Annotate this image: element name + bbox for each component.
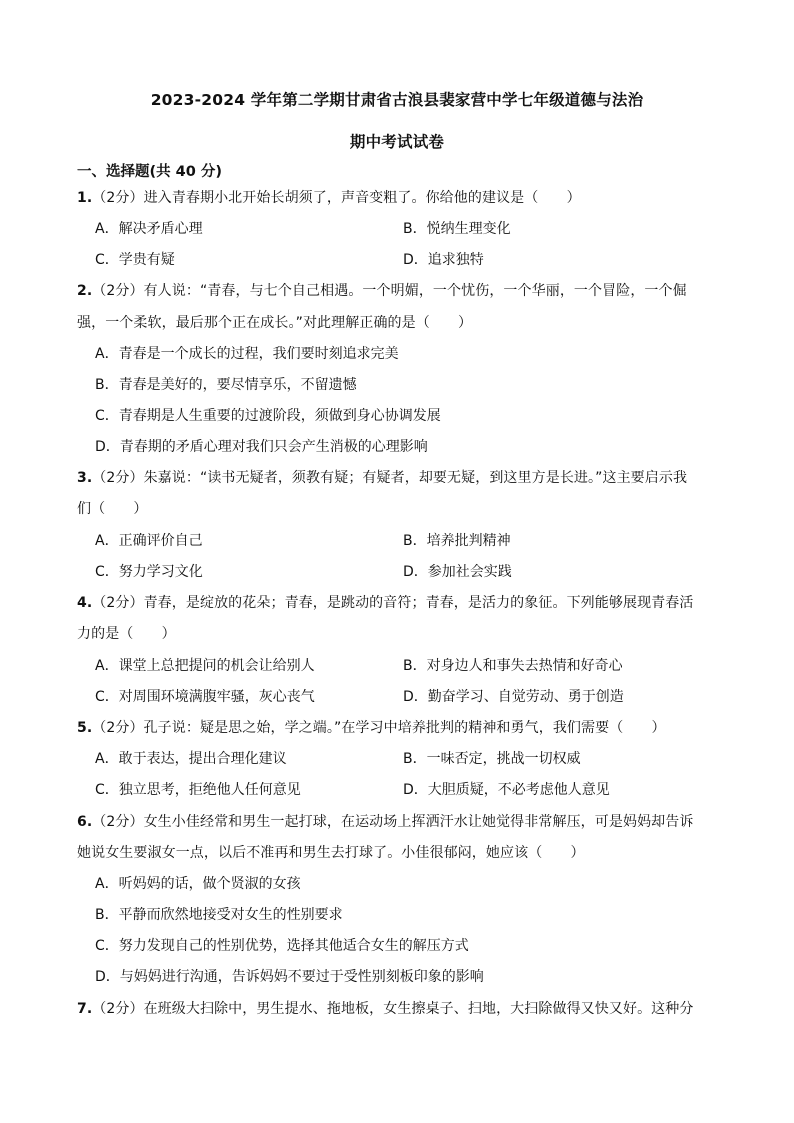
exam-title-line2: 期中考试试卷 — [349, 133, 445, 151]
question-number: 3. — [77, 470, 93, 486]
option-b: B．培养批判精神 — [403, 533, 511, 549]
question-number: 7. — [77, 1001, 93, 1017]
question-text: 有人说：“青春，与七个自己相遇。一个明媚，一个忧伤，一个华丽，一个冒险，一个倔 — [143, 283, 687, 299]
option-d: D．大胆质疑，不必考虑他人意见 — [403, 782, 610, 798]
question-text: 进入青春期小北开始长胡须了，声音变粗了。你给他的建议是（ ） — [143, 190, 581, 206]
question-score: （2分） — [92, 814, 144, 830]
question-score: （2分） — [92, 1001, 144, 1017]
option-c: C．努力发现自己的性别优势，选择其他适合女生的解压方式 — [95, 938, 469, 954]
option-d: D．勤奋学习、自觉劳动、勇于创造 — [403, 689, 624, 705]
question-4-cont: 力的是（ ） — [77, 626, 176, 642]
option-a: A．正确评价自己 — [95, 533, 203, 549]
question-number: 2. — [77, 283, 93, 299]
question-text: 朱嘉说：“读书无疑者，须教有疑；有疑者，却要无疑，到这里方是长进。”这主要启示我 — [143, 470, 688, 486]
option-b: B．悦纳生理变化 — [403, 221, 511, 237]
option-a: A．课堂上总把提问的机会让给别人 — [95, 658, 315, 674]
question-text: 女生小佳经常和男生一起打球，在运动场上挥洒汗水让她觉得非常解压，可是妈妈却告诉 — [143, 814, 694, 830]
option-d: D．青春期的矛盾心理对我们只会产生消极的心理影响 — [95, 439, 428, 455]
option-d: D．与妈妈进行沟通，告诉妈妈不要过于受性别刻板印象的影响 — [95, 969, 484, 985]
question-number: 5. — [77, 720, 93, 736]
question-number: 4. — [77, 595, 93, 611]
question-3 — [77, 467, 717, 487]
question-score: （2分） — [92, 470, 144, 486]
option-b: B．青春是美好的，要尽情享乐，不留遗憾 — [95, 377, 357, 393]
option-c: C．青春期是人生重要的过渡阶段，须做到身心协调发展 — [95, 408, 441, 424]
question-text: 孔子说：疑是思之始，学之端。”在学习中培养批判的精神和勇气，我们需要（ ） — [143, 720, 666, 736]
question-score: （2分） — [92, 595, 144, 611]
question-6 — [77, 811, 717, 831]
question-3-cont: 们（ ） — [77, 501, 148, 517]
question-5 — [77, 717, 717, 737]
question-number: 6. — [77, 814, 93, 830]
option-d: D．追求独特 — [403, 252, 484, 268]
option-d: D．参加社会实践 — [403, 564, 512, 580]
option-a: A．听妈妈的话，做个贤淑的女孩 — [95, 876, 301, 892]
option-b: B．平静而欣然地接受对女生的性别要求 — [95, 907, 343, 923]
question-6-cont: 她说女生要淑女一点，以后不准再和男生去打球了。小佳很郁闷，她应该（ ） — [77, 845, 585, 861]
question-score: （2分） — [92, 190, 144, 206]
question-score: （2分） — [92, 283, 144, 299]
question-2-cont: 强，一个柔软，最后那个正在成长。”对此理解正确的是（ ） — [77, 315, 473, 331]
option-a: A．敢于表达，提出合理化建议 — [95, 751, 287, 767]
question-7 — [77, 998, 717, 1018]
question-number: 1. — [77, 190, 93, 206]
exam-title-line1: 2023-2024 学年第二学期甘肃省古浪县裴家营中学七年级道德与法治 — [150, 91, 644, 109]
option-c: C．独立思考，拒绝他人任何意见 — [95, 782, 301, 798]
question-text: 青春，是绽放的花朵；青春，是跳动的音符；青春，是活力的象征。下列能够展现青春活 — [143, 595, 694, 611]
question-text: 在班级大扫除中，男生提水、拖地板，女生擦桌子、扫地，大扫除做得又快又好。这种分 — [143, 1001, 694, 1017]
option-b: B．对身边人和事失去热情和好奇心 — [403, 658, 623, 674]
option-a: A．青春是一个成长的过程，我们要时刻追求完美 — [95, 346, 399, 362]
option-b: B．一味否定，挑战一切权威 — [403, 751, 581, 767]
option-c: C．学贵有疑 — [95, 252, 175, 268]
question-2 — [77, 280, 717, 300]
option-c: C．对周围环境满腹牢骚，灰心丧气 — [95, 689, 315, 705]
option-c: C．努力学习文化 — [95, 564, 203, 580]
question-1 — [77, 187, 717, 207]
section-heading: 一、选择题(共 40 分) — [77, 164, 223, 180]
question-4 — [77, 592, 717, 612]
question-score: （2分） — [92, 720, 144, 736]
option-a: A．解决矛盾心理 — [95, 221, 203, 237]
